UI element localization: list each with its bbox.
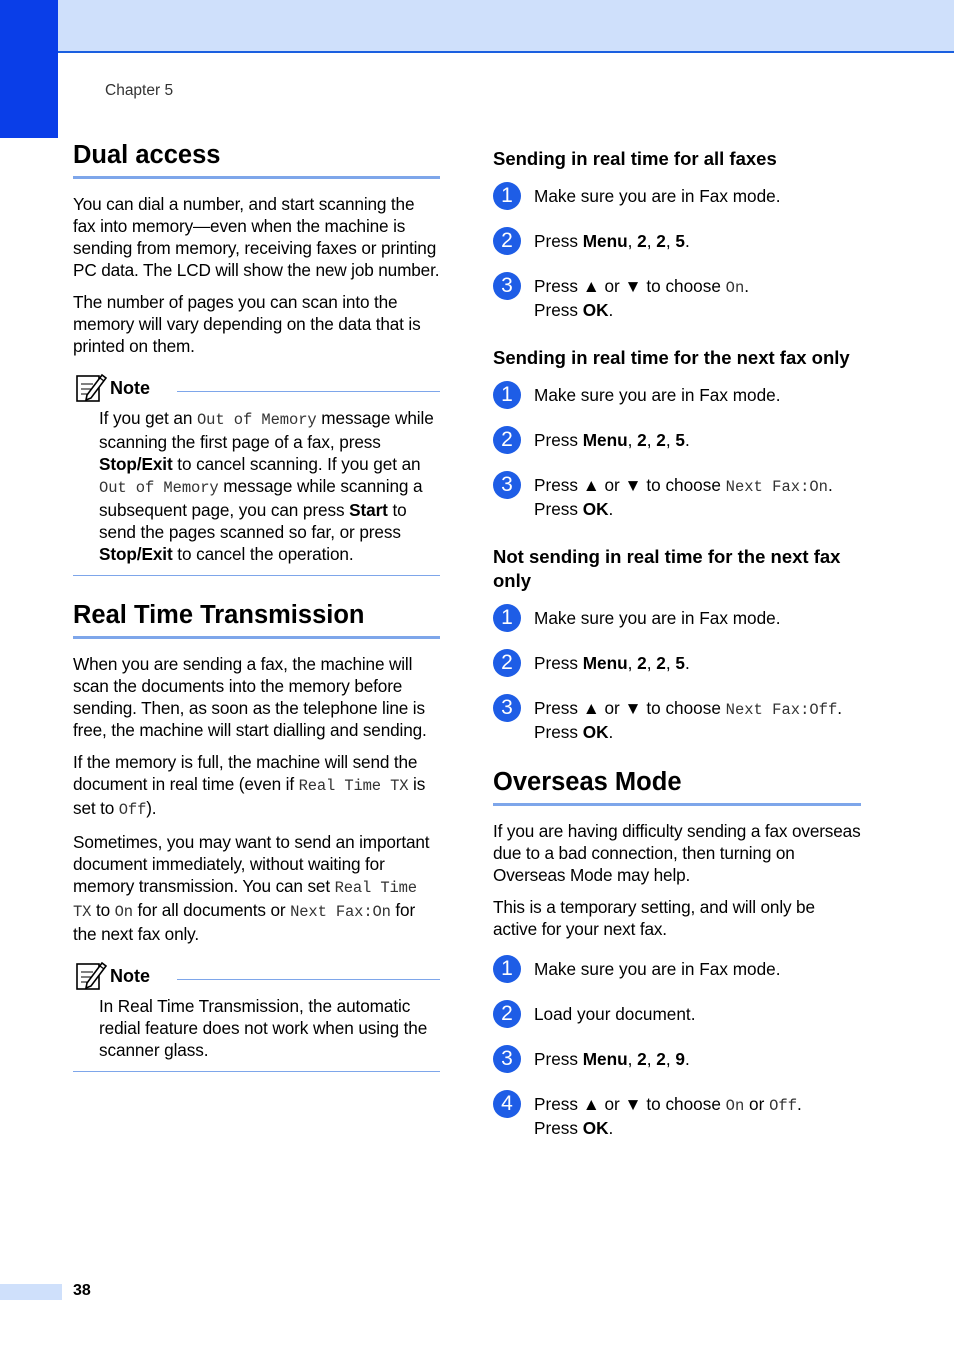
step-text: Press ▲ or ▼ to choose Next Fax:On. Press OK. (534, 475, 833, 519)
note-divider (177, 979, 440, 980)
key-name: Start (349, 500, 388, 520)
step-text: Make sure you are in Fax mode. (534, 959, 781, 979)
real-time-paragraph-2: If the memory is full, the machine will send the document in real time (even if Real Time TX is set to Off). (73, 752, 426, 819)
header-band (0, 0, 954, 53)
right-column (493, 147, 861, 1158)
note-text: message while scanning a subsequent page, you can press (99, 476, 423, 520)
key-name: Stop/Exit (99, 454, 173, 474)
step-text: Press ▲ or ▼ to choose On. Press OK. (534, 276, 750, 320)
page-number: 38 (73, 1282, 91, 1299)
step-number-badge: 2 (493, 227, 521, 255)
section-title-real-time: Real Time Transmission (73, 600, 440, 639)
step-2 (493, 652, 861, 678)
step-number-badge: 3 (493, 471, 521, 499)
subsection-title-all-faxes: Sending in real time for all faxes (493, 148, 777, 169)
note-text: to cancel scanning. If you get an (172, 454, 421, 474)
step-text: Make sure you are in Fax mode. (534, 186, 781, 206)
note-label: Note (110, 378, 150, 398)
step-number-badge: 3 (493, 694, 521, 722)
subsection-title-not-next-fax: Not sending in real time for the next fax only (493, 546, 841, 591)
step-text: Press ▲ or ▼ to choose On or Off. Press OK. (534, 1094, 802, 1138)
step-3 (493, 697, 861, 743)
step-number-badge: 1 (493, 381, 521, 409)
note-divider (177, 391, 440, 392)
step-number-badge: 2 (493, 1000, 521, 1028)
note-text: to cancel the operation. (172, 544, 354, 564)
step-2 (493, 429, 861, 455)
subsection-title-next-fax: Sending in real time for the next fax only (493, 347, 850, 368)
section-title-overseas: Overseas Mode (493, 767, 861, 806)
step-text: Make sure you are in Fax mode. (534, 385, 781, 405)
step-number-badge: 3 (493, 272, 521, 300)
overseas-paragraph-1: If you are having difficulty sending a fax overseas due to a bad connection, then turning on Overseas Mode may help. (493, 821, 861, 885)
dual-access-paragraph-2: The number of pages you can scan into the memory will vary depending on the data that is printed on them. (73, 292, 421, 356)
lcd-message: Out of Memory (196, 411, 317, 429)
chapter-tab (0, 0, 58, 138)
note-body: In Real Time Transmission, the automatic redial feature does not work when using the scanner glass. (99, 996, 428, 1060)
step-1 (493, 185, 861, 211)
step-text: Press Menu, 2, 2, 5. (534, 231, 690, 251)
step-number-badge: 1 (493, 182, 521, 210)
step-number-badge: 2 (493, 649, 521, 677)
note-header (73, 959, 440, 993)
key-name: Stop/Exit (99, 544, 173, 564)
step-number-badge: 2 (493, 426, 521, 454)
lcd-message: Out of Memory (99, 479, 219, 497)
real-time-paragraph-1: When you are sending a fax, the machine will scan the documents into the memory before sending. Then, as soon as the telephone line is free, the machine will start dialling and sending. (73, 654, 427, 740)
chapter-label: Chapter 5 (105, 82, 174, 99)
note-text: message while scanning the first page of a fax, press (99, 408, 434, 452)
step-2 (493, 230, 861, 256)
step-4 (493, 1093, 861, 1139)
note-text: to send the pages scanned so far, or press (99, 500, 407, 542)
overseas-paragraph-2: This is a temporary setting, and will only be active for your next fax. (493, 897, 815, 939)
step-3 (493, 474, 861, 520)
step-text: Press Menu, 2, 2, 5. (534, 430, 690, 450)
left-column (73, 140, 440, 1092)
note-pencil-icon (75, 371, 107, 403)
note-header (73, 371, 440, 405)
note-label: Note (110, 966, 150, 986)
step-text: Press ▲ or ▼ to choose Next Fax:Off. Press OK. (534, 698, 843, 742)
step-text: Press Menu, 2, 2, 5. (534, 653, 690, 673)
step-1 (493, 384, 861, 410)
step-2 (493, 1003, 861, 1029)
step-number-badge: 1 (493, 955, 521, 983)
note-body (73, 407, 440, 565)
step-3 (493, 275, 861, 321)
dual-access-paragraph-1: You can dial a number, and start scanning the fax into memory—even when the machine is sending from memory, receiving faxes or printing PC data. The LCD will show the new job number. (73, 194, 440, 280)
step-number-badge: 3 (493, 1045, 521, 1073)
note-text: If you get an (99, 408, 197, 428)
step-1 (493, 958, 861, 984)
step-text: Press Menu, 2, 2, 9. (534, 1049, 690, 1069)
footer-band (0, 1284, 62, 1300)
note-dual-access (73, 371, 440, 576)
step-text: Make sure you are in Fax mode. (534, 608, 781, 628)
step-3 (493, 1048, 861, 1074)
note-real-time (73, 959, 440, 1072)
step-number-badge: 1 (493, 604, 521, 632)
step-number-badge: 4 (493, 1090, 521, 1118)
step-1 (493, 607, 861, 633)
note-pencil-icon (75, 959, 107, 991)
section-title-dual-access: Dual access (73, 140, 440, 179)
step-text: Load your document. (534, 1004, 696, 1024)
real-time-paragraph-3: Sometimes, you may want to send an important document immediately, without waiting for memory transmission. You can set Real Time TX to On for all documents or Next Fax:On for the next fax only. (73, 832, 430, 944)
